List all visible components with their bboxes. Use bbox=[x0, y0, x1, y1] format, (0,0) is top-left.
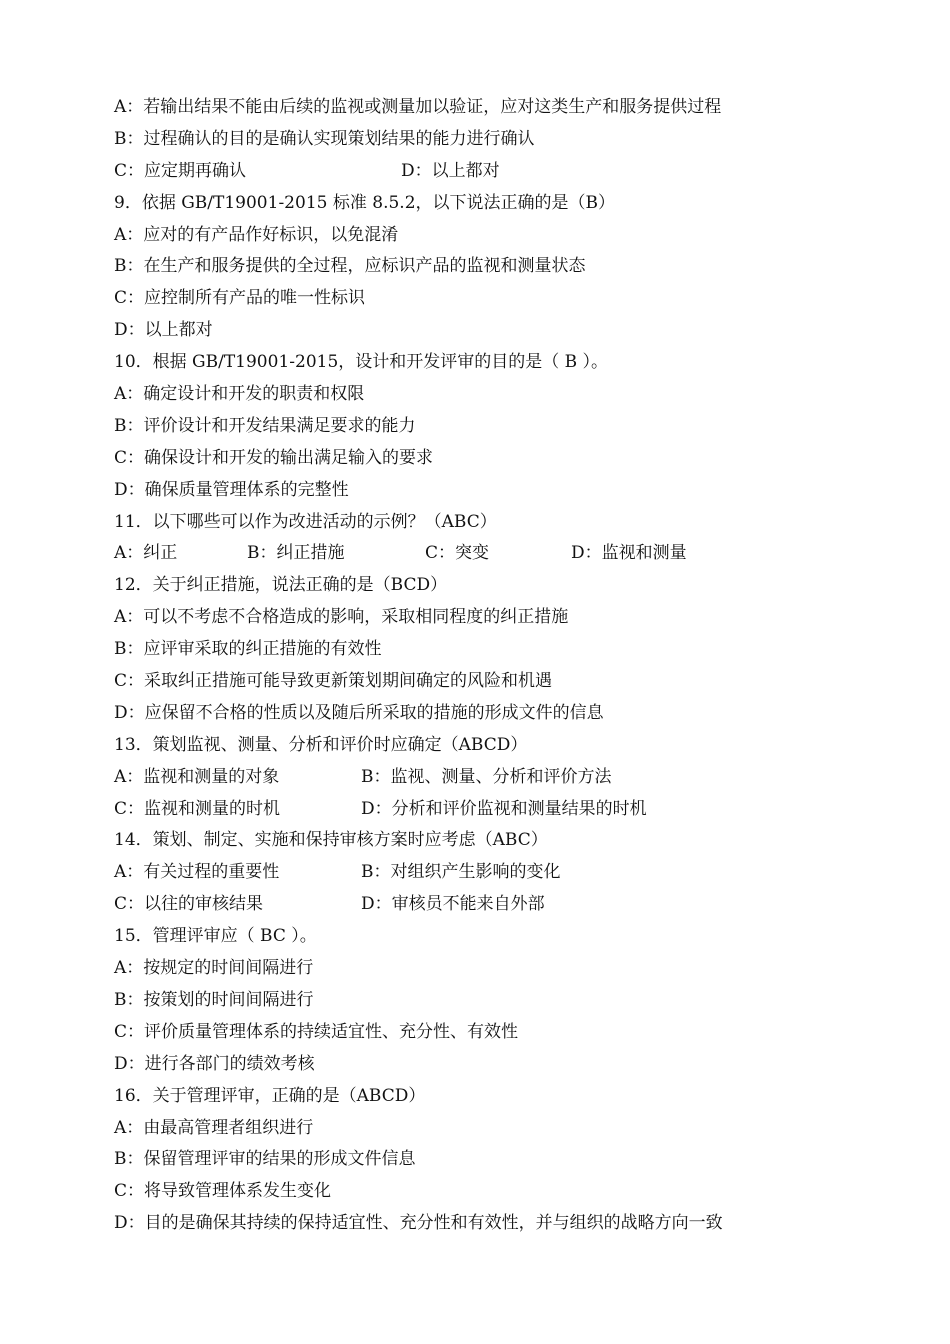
question-12: 12．关于纠正措施，说法正确的是（BCD） bbox=[114, 575, 448, 596]
document-page bbox=[114, 92, 914, 1240]
option-line: B：按策划的时间间隔进行 bbox=[114, 989, 314, 1010]
option-line: A：确定设计和开发的职责和权限 bbox=[114, 384, 365, 405]
question-9: 9．依据 GB/T19001-2015 标准 8.5.2，以下说法正确的是（B） bbox=[114, 192, 616, 213]
option-line: C：采取纠正措施可能导致更新策划期间确定的风险和机遇 bbox=[114, 671, 553, 692]
option-c: C：以往的审核结果 bbox=[114, 894, 264, 915]
option-line: A：应对的有产品作好标识，以免混淆 bbox=[114, 224, 399, 245]
option-line: B：评价设计和开发结果满足要求的能力 bbox=[114, 415, 416, 436]
option-line: D：目的是确保其持续的保持适宜性、充分性和有效性，并与组织的战略方向一致 bbox=[114, 1213, 723, 1234]
option-line: D：以上都对 bbox=[114, 320, 213, 341]
question-15: 15．管理评审应（ BC ）。 bbox=[114, 926, 317, 947]
option-line: C：将导致管理体系发生变化 bbox=[114, 1181, 332, 1202]
option-d: D：审核员不能来自外部 bbox=[361, 894, 545, 915]
option-row bbox=[114, 156, 914, 188]
option-row bbox=[114, 857, 914, 889]
option-d: D：监视和测量 bbox=[571, 543, 687, 564]
option-a: A：纠正 bbox=[114, 543, 178, 564]
option-line: A：若输出结果不能由后续的监视或测量加以验证，应对这类生产和服务提供过程 bbox=[114, 97, 722, 117]
option-c: C：突变 bbox=[425, 543, 490, 564]
option-line: B：过程确认的目的是确认实现策划结果的能力进行确认 bbox=[114, 128, 535, 149]
option-line: A：可以不考虑不合格造成的影响，采取相同程度的纠正措施 bbox=[114, 607, 569, 628]
option-line: A：按规定的时间间隔进行 bbox=[114, 958, 314, 979]
option-row bbox=[114, 889, 914, 921]
option-line: D：应保留不合格的性质以及随后所采取的措施的形成文件的信息 bbox=[114, 702, 604, 723]
option-line: A：由最高管理者组织进行 bbox=[114, 1117, 314, 1138]
option-b: B：监视、测量、分析和评价方法 bbox=[361, 766, 612, 787]
question-16: 16．关于管理评审，正确的是（ABCD） bbox=[114, 1085, 426, 1106]
option-line: B：在生产和服务提供的全过程，应标识产品的监视和测量状态 bbox=[114, 256, 586, 277]
option-line: C：评价质量管理体系的持续适宜性、充分性、有效性 bbox=[114, 1021, 519, 1042]
option-row bbox=[114, 794, 914, 826]
question-10: 10．根据 GB/T19001-2015，设计和开发评审的目的是（ B ）。 bbox=[114, 352, 609, 373]
option-row bbox=[114, 762, 914, 794]
option-line: D：确保质量管理体系的完整性 bbox=[114, 479, 349, 500]
question-13: 13．策划监视、测量、分析和评价时应确定（ABCD） bbox=[114, 734, 528, 755]
option-d: D：分析和评价监视和测量结果的时机 bbox=[361, 798, 647, 819]
option-a: A：有关过程的重要性 bbox=[114, 862, 280, 883]
option-line: D：进行各部门的绩效考核 bbox=[114, 1053, 315, 1074]
option-b: B：对组织产生影响的变化 bbox=[361, 862, 561, 883]
option-a: A：监视和测量的对象 bbox=[114, 766, 280, 787]
option-line: C：应控制所有产品的唯一性标识 bbox=[114, 288, 366, 309]
option-line: C：确保设计和开发的输出满足输入的要求 bbox=[114, 447, 434, 468]
question-11: 11．以下哪些可以作为改进活动的示例？（ABC） bbox=[114, 511, 497, 532]
option-line: B：保留管理评审的结果的形成文件信息 bbox=[114, 1149, 416, 1170]
question-14: 14．策划、制定、实施和保持审核方案时应考虑（ABC） bbox=[114, 830, 548, 851]
option-c: C：监视和测量的时机 bbox=[114, 798, 281, 819]
option-row bbox=[114, 538, 914, 570]
option-c: C：应定期再确认 bbox=[114, 160, 247, 181]
option-b: B：纠正措施 bbox=[247, 543, 345, 564]
option-line: B：应评审采取的纠正措施的有效性 bbox=[114, 639, 382, 660]
option-d: D：以上都对 bbox=[401, 160, 500, 181]
